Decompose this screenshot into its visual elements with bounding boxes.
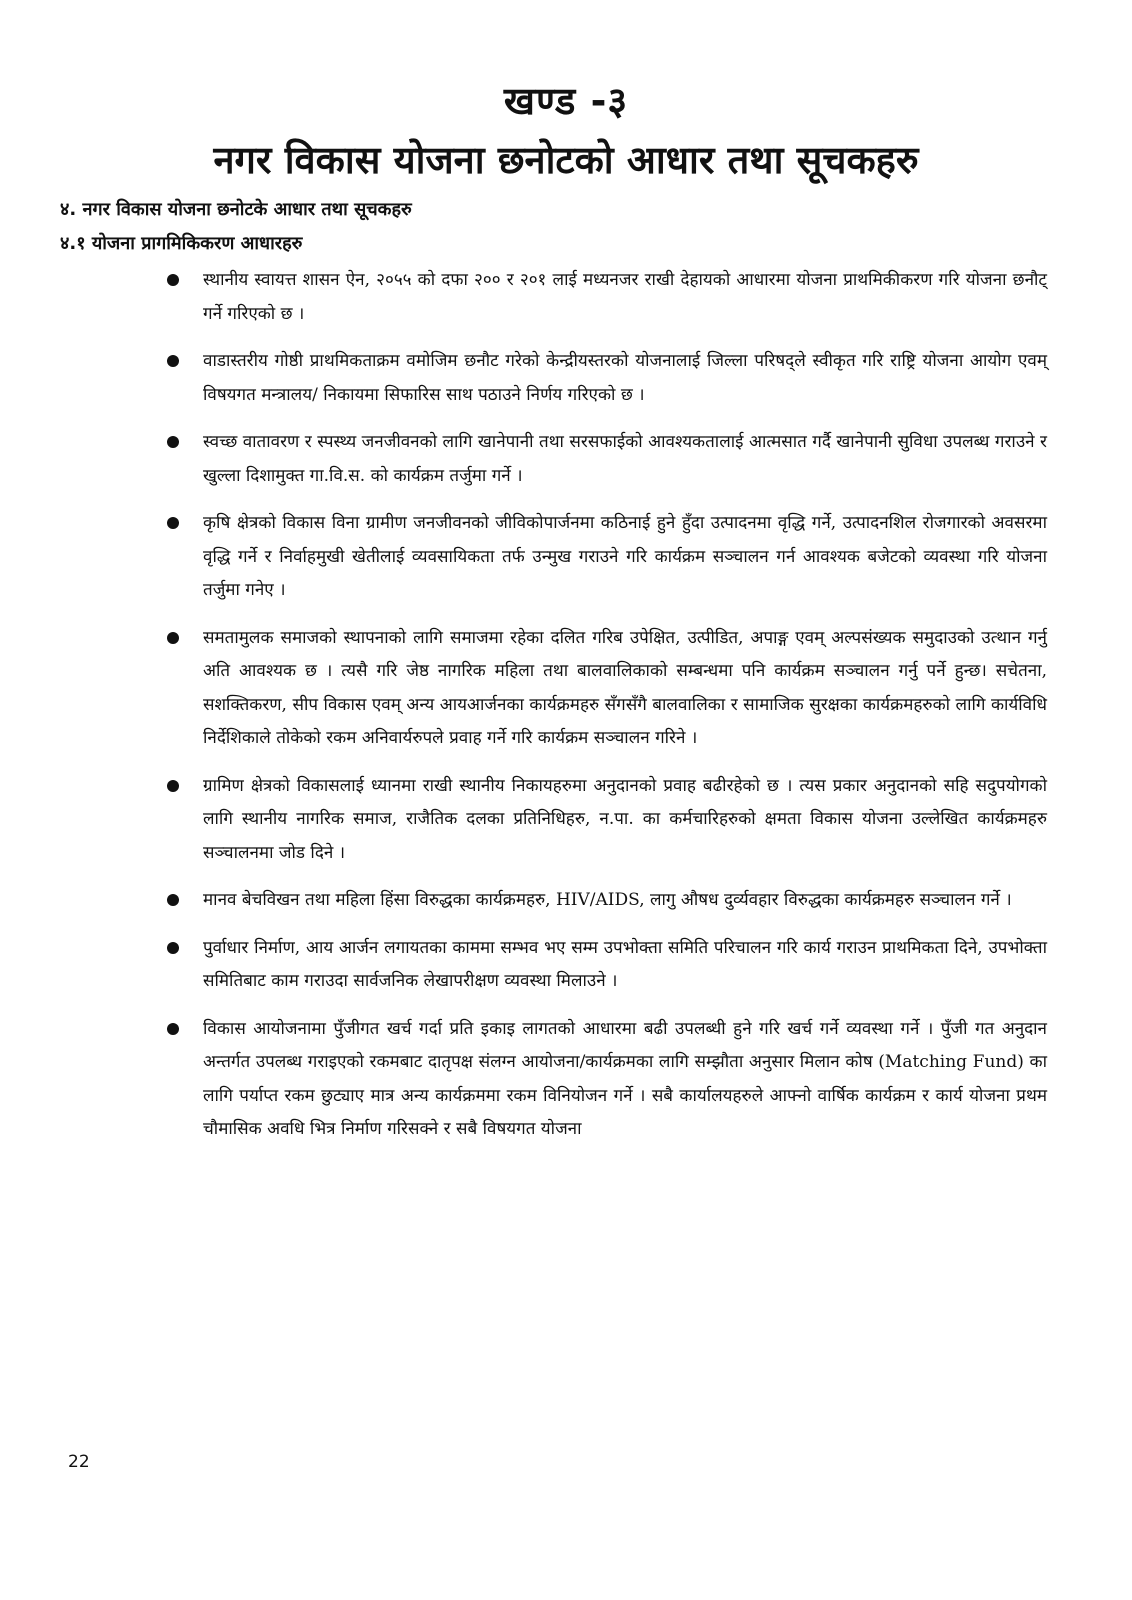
list-item bbox=[167, 264, 1047, 331]
list-item bbox=[167, 932, 1047, 999]
part-title: खण्ड -३ bbox=[503, 79, 629, 123]
bullet-icon bbox=[167, 1023, 179, 1035]
bullet-list bbox=[167, 264, 1047, 1161]
list-item bbox=[167, 345, 1047, 412]
list-item bbox=[167, 884, 1047, 918]
list-item-text: मानव बेचविखन तथा महिला हिंसा विरुद्धका कार्यक्रमहरु, HIV/AIDS, लागु औषध दुर्व्यवहार विरुद्धका कार्यक्रमहरु सञ्चालन गर्ने । bbox=[203, 890, 1012, 910]
bullet-icon bbox=[167, 942, 179, 954]
list-item bbox=[167, 770, 1047, 871]
list-item-text: विकास आयोजनामा पुँजीगत खर्च गर्दा प्रति इकाइ लागतको आधारमा बढी उपलब्धी हुने गरि खर्च गर्ने व्यवस्था गर्ने । पुँजी गत अनुदान अन्तर्गत उपलब्ध गराइएको रकमबाट दातृपक्ष संलग्न आयोजना/कार्यक्रमका लागि सम्झौता अनुसार मिलान कोष (Matching Fund) का लागि पर्याप्त रकम छुट्याए मात्र अन्य कार्यक्रममा रकम विनियोजन गर्ने । सबै कार्यालयहरुले आफ्नो वार्षिक कार्यक्रम र कार्य योजना प्रथम चौमासिक अवधि भित्र निर्माण गरिसक्ने र सबै विषयगत योजना bbox=[203, 1018, 1047, 1139]
list-item bbox=[167, 622, 1047, 756]
list-item-text: समतामुलक समाजको स्थापनाको लागि समाजमा रहेका दलित गरिब उपेक्षित, उत्पीडित, अपाङ्ग एवम् अल्पसंख्यक समुदाउको उत्थान गर्नु अति आवश्यक छ । त्यसै गरि जेष्ठ नागरिक महिला तथा बालवालिकाको सम्बन्धमा पनि कार्यक्रम सञ्चालन गर्नु पर्ने हुन्छ। सचेतना, सशक्तिकरण, सीप विकास एवम् अन्य आयआर्जनका कार्यक्रमहरु सँगसँगै बालवालिका र सामाजिक सुरक्षका कार्यक्रमहरुको लागि कार्यविधि निर्देशिकाले तोकेको रकम अनिवार्यरुपले प्रवाह गर्ने गरि कार्यक्रम सञ्चालन गरिने । bbox=[203, 627, 1047, 748]
list-item bbox=[167, 1013, 1047, 1147]
list-item-text: स्थानीय स्वायत्त शासन ऐन, २०५५ को दफा २०० र २०१ लाई मध्यनजर राखी देहायको आधारमा योजना प्राथमिकीकरण गरि योजना छनौट् गर्ने गरिएको छ । bbox=[203, 270, 1047, 324]
bullet-icon bbox=[167, 780, 179, 792]
section-heading: ४. नगर विकास योजना छनोटके आधार तथा सूचकहरु bbox=[60, 199, 412, 220]
list-item-text: वाडास्तरीय गोष्ठी प्राथमिकताक्रम वमोजिम छनौट गरेको केन्द्रीयस्तरको योजनालाई जिल्ला परिषद्ले स्वीकृत गरि राष्ट्रि योजना आयोग एवम् विषयगत मन्त्रालय/ निकायमा सिफारिस साथ पठाउने निर्णय गरिएको छ । bbox=[203, 351, 1047, 405]
list-item bbox=[167, 426, 1047, 493]
page-number: 22 bbox=[68, 1452, 90, 1472]
bullet-icon bbox=[167, 274, 179, 286]
list-item bbox=[167, 507, 1047, 608]
list-item-text: कृषि क्षेत्रको विकास विना ग्रामीण जनजीवनको जीविकोपार्जनमा कठिनाई हुने हुँदा उत्पादनमा वृद्धि गर्ने, उत्पादनशिल रोजगारको अवसरमा वृद्धि गर्ने र निर्वाहमुखी खेतीलाई व्यवसायिकता तर्फ उन्मुख गराउने गरि कार्यक्रम सञ्चालन गर्न आवश्यक बजेटको व्यवस्था गरि योजना तर्जुमा गनेए । bbox=[203, 513, 1047, 600]
list-item-text: ग्रामिण क्षेत्रको विकासलाई ध्यानमा राखी स्थानीय निकायहरुमा अनुदानको प्रवाह बढीरहेको छ । त्यस प्रकार अनुदानको सहि सदुपयोगको लागि स्थानीय नागरिक समाज, राजैतिक दलका प्रतिनिधिहरु, न.पा. का कर्मचारिहरुको क्षमता विकास योजना उल्लेखित कार्यक्रमहरु सञ्चालनमा जोड दिने । bbox=[203, 775, 1047, 863]
bullet-icon bbox=[167, 355, 179, 367]
bullet-icon bbox=[167, 632, 179, 644]
main-title: नगर विकास योजना छनोटको आधार तथा सूचकहरु bbox=[213, 138, 919, 182]
list-item-text: स्वच्छ वातावरण र स्पस्थ्य जनजीवनको लागि खानेपानी तथा सरसफाईको आवश्यकतालाई आत्मसात गर्दै खानेपानी सुविधा उपलब्ध गराउने र खुल्ला दिशामुक्त गा.वि.स. को कार्यक्रम तर्जुमा गर्ने । bbox=[203, 432, 1047, 486]
subsection-heading: ४.१ योजना प्रागमिकिकरण आधारहरु bbox=[60, 233, 303, 254]
bullet-icon bbox=[167, 517, 179, 529]
list-item-text: पुर्वाधार निर्माण, आय आर्जन लगायतका काममा सम्भव भए सम्म उपभोक्ता समिति परिचालन गरि कार्य गराउन प्राथमिकता दिने, उपभोक्ता समितिबाट काम गराउदा सार्वजनिक लेखापरीक्षण व्यवस्था मिलाउने । bbox=[203, 937, 1047, 991]
bullet-icon bbox=[167, 436, 179, 448]
bullet-icon bbox=[167, 894, 179, 906]
